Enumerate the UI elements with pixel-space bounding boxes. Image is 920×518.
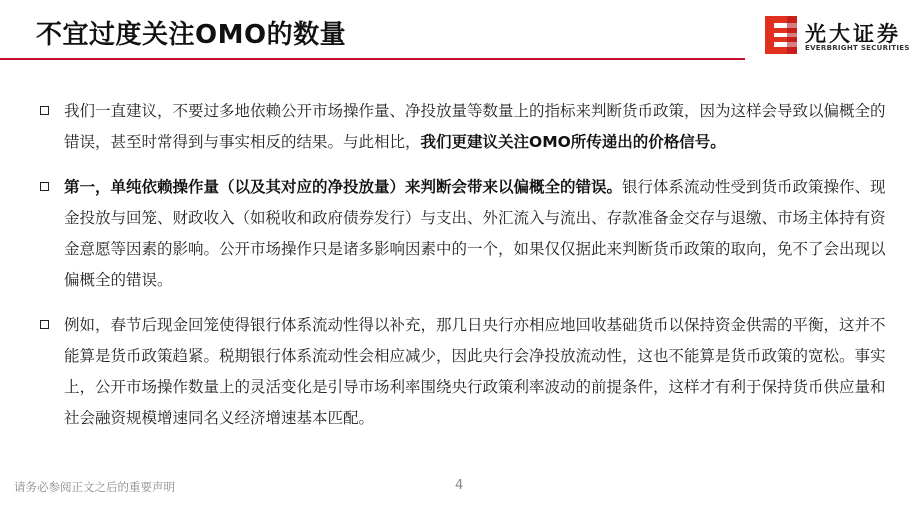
square-bullet-icon: [40, 320, 49, 329]
bullet-paragraph-2: [40, 172, 890, 296]
paragraph-text-tail: 银行体系流动性受到货币政策操作、现金投放与回笼、财政收入（如税收和政府债券发行）与支出、外汇流入与流出、存款准备金交存与退缴、市场主体持有资金意愿等因素的影响。公开市场操作只是诸多影响因素中的一个，如果仅仅据此来判断货币政策的取向，免不了会出现以偏概全的错误。: [64, 178, 886, 289]
page-number: 4: [455, 478, 464, 493]
square-bullet-icon: [40, 106, 49, 115]
title-divider: [0, 58, 745, 60]
paragraph-bold-text: 我们更建议关注OMO所传递出的价格信号。: [420, 133, 726, 151]
content-body: [40, 96, 890, 448]
everbright-logo-icon: [765, 16, 797, 54]
disclaimer-note: 请务必参阅正文之后的重要声明: [14, 480, 175, 494]
paragraph-bold-text: 第一，单纯依赖操作量（以及其对应的净投放量）来判断会带来以偏概全的错误。: [64, 178, 623, 196]
paragraph-text: 我们一直建议，不要过多地依赖公开市场操作量、净投放量等数量上的指标来判断货币政策，因为这样会导致以偏概全的错误，甚至时常得到与事实相反的结果。与此相比，: [64, 102, 886, 151]
logo-chinese-name: 光大证券: [805, 22, 901, 46]
page-title: 不宜过度关注OMO的数量: [36, 20, 347, 50]
company-logo: [765, 16, 915, 56]
square-bullet-icon: [40, 182, 49, 191]
logo-english-name: EVERBRIGHT SECURITIES: [805, 44, 910, 52]
paragraph-text: 例如，春节后现金回笼使得银行体系流动性得以补充，那几日央行亦相应地回收基础货币以保持资金供需的平衡，这并不能算是货币政策趋紧。税期银行体系流动性会相应减少，因此央行会净投放流动性，这也不能算是货币政策的宽松。事实上，公开市场操作数量上的灵活变化是引导市场利率围绕央行政策利率波动的前提条件，这样才有利于保持货币供应量和社会融资规模增速同名义经济增速基本匹配。: [64, 316, 886, 427]
bullet-paragraph-3: [40, 310, 890, 434]
bullet-paragraph-1: [40, 96, 890, 158]
